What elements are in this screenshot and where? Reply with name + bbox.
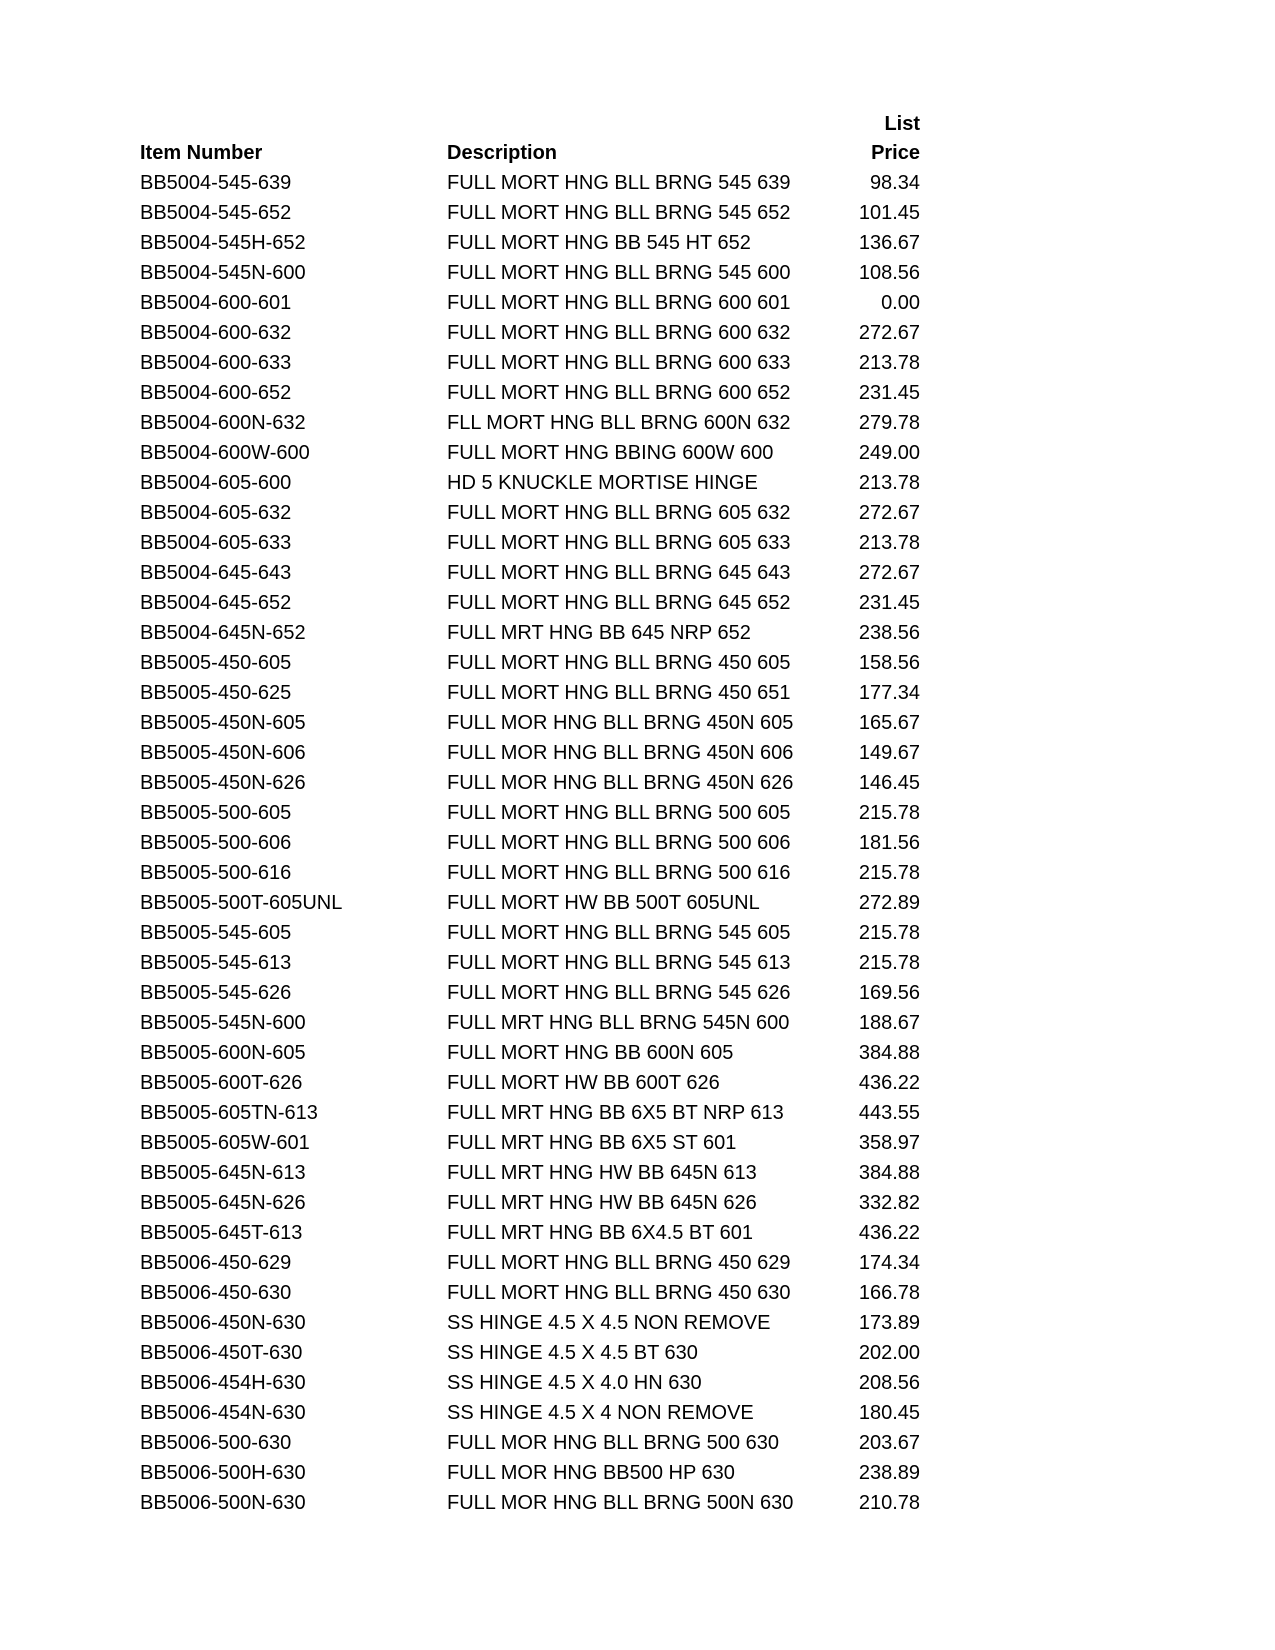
- item-number-cell: BB5005-500-606: [140, 832, 292, 854]
- description-cell: FULL MRT HNG BB 645 NRP 652: [447, 622, 751, 644]
- item-number-cell: BB5005-450N-606: [140, 742, 306, 764]
- list-price-cell: 181.56: [858, 832, 920, 854]
- table-row: [140, 558, 920, 588]
- list-price-cell: 166.78: [858, 1282, 920, 1304]
- item-number-cell: BB5004-645-643: [140, 562, 292, 584]
- description-cell: FULL MRT HNG HW BB 645N 613: [447, 1162, 757, 1184]
- item-number-cell: BB5005-645N-613: [140, 1162, 306, 1184]
- description-cell: FULL MOR HNG BLL BRNG 500 630: [447, 1432, 779, 1454]
- list-price-cell: 149.67: [858, 742, 920, 764]
- list-price-cell: 202.00: [858, 1342, 920, 1364]
- description-cell: FULL MORT HNG BLL BRNG 500 606: [447, 832, 791, 854]
- item-number-cell: BB5004-605-633: [140, 532, 292, 554]
- table-row: [140, 798, 920, 828]
- item-number-cell: BB5005-500-605: [140, 802, 292, 824]
- item-number-cell: BB5004-605-632: [140, 502, 292, 524]
- table-row: [140, 228, 920, 258]
- description-cell: FULL MORT HNG BLL BRNG 450 605: [447, 652, 791, 674]
- table-row: [140, 618, 920, 648]
- description-cell: FULL MORT HNG BLL BRNG 605 632: [447, 502, 791, 524]
- item-number-cell: BB5006-454N-630: [140, 1402, 306, 1424]
- table-row: [140, 528, 920, 558]
- description-cell: SS HINGE 4.5 X 4.0 HN 630: [447, 1372, 702, 1394]
- table-row: [140, 1428, 920, 1458]
- list-price-cell: 213.78: [858, 472, 920, 494]
- list-price-cell: 180.45: [858, 1402, 920, 1424]
- description-cell: FULL MOR HNG BLL BRNG 450N 605: [447, 712, 794, 734]
- list-price-cell: 203.67: [858, 1432, 920, 1454]
- item-number-cell: BB5005-600T-626: [140, 1072, 303, 1094]
- table-row: [140, 408, 920, 438]
- description-cell: FULL MRT HNG BB 6X4.5 BT 601: [447, 1222, 754, 1244]
- description-cell: FULL MORT HNG BLL BRNG 600 632: [447, 322, 791, 344]
- list-price-cell: 231.45: [858, 382, 920, 404]
- item-number-cell: BB5004-545N-600: [140, 262, 306, 284]
- item-number-cell: BB5004-645-652: [140, 592, 292, 614]
- list-price-header-line1: List: [884, 113, 920, 135]
- description-cell: HD 5 KNUCKLE MORTISE HINGE: [447, 472, 758, 494]
- list-price-cell: 272.67: [858, 562, 920, 584]
- list-price-cell: 238.56: [858, 622, 920, 644]
- item-number-cell: BB5004-605-600: [140, 472, 292, 494]
- description-cell: FULL MORT HNG BBING 600W 600: [447, 442, 774, 464]
- item-number-cell: BB5005-500-616: [140, 862, 292, 884]
- item-number-cell: BB5006-454H-630: [140, 1372, 306, 1394]
- description-cell: FULL MORT HNG BLL BRNG 545 605: [447, 922, 791, 944]
- item-number-cell: BB5005-545-626: [140, 982, 292, 1004]
- item-number-cell: BB5005-450N-626: [140, 772, 306, 794]
- table-row: [140, 948, 920, 978]
- list-price-cell: 272.89: [858, 892, 920, 914]
- description-cell: FULL MRT HNG BB 6X5 ST 601: [447, 1132, 737, 1154]
- table-row: [140, 1458, 920, 1488]
- item-number-cell: BB5005-600N-605: [140, 1042, 306, 1064]
- table-row: [140, 678, 920, 708]
- description-cell: FULL MORT HNG BB 545 HT 652: [447, 232, 751, 254]
- item-number-cell: BB5006-450T-630: [140, 1342, 303, 1364]
- description-cell: FULL MORT HW BB 500T 605UNL: [447, 892, 760, 914]
- description-cell: FULL MORT HNG BLL BRNG 545 600: [447, 262, 791, 284]
- table-row: [140, 768, 920, 798]
- list-price-cell: 384.88: [858, 1162, 920, 1184]
- list-price-cell: 249.00: [858, 442, 920, 464]
- list-price-cell: 279.78: [858, 412, 920, 434]
- item-number-cell: BB5006-450N-630: [140, 1312, 306, 1334]
- item-number-cell: BB5004-645N-652: [140, 622, 306, 644]
- description-cell: FULL MOR HNG BLL BRNG 500N 630: [447, 1492, 794, 1514]
- description-cell: SS HINGE 4.5 X 4 NON REMOVE: [447, 1402, 754, 1424]
- list-price-cell: 101.45: [858, 202, 920, 224]
- list-price-cell: 436.22: [858, 1072, 920, 1094]
- table-row: [140, 708, 920, 738]
- description-cell: FULL MORT HNG BLL BRNG 500 605: [447, 802, 791, 824]
- description-cell: FULL MOR HNG BB500 HP 630: [447, 1462, 735, 1484]
- table-row: [140, 1338, 920, 1368]
- item-number-cell: BB5005-450N-605: [140, 712, 306, 734]
- table-row: [140, 1488, 920, 1518]
- item-number-cell: BB5004-600-632: [140, 322, 292, 344]
- item-number-cell: BB5005-645T-613: [140, 1222, 303, 1244]
- item-number-cell: BB5004-600-633: [140, 352, 292, 374]
- list-price-cell: 215.78: [858, 922, 920, 944]
- item-number-cell: BB5006-500H-630: [140, 1462, 306, 1484]
- list-price-cell: 208.56: [858, 1372, 920, 1394]
- table-row: [140, 168, 920, 198]
- description-cell: FULL MOR HNG BLL BRNG 450N 626: [447, 772, 794, 794]
- list-price-cell: 177.34: [858, 682, 920, 704]
- list-price-cell: 384.88: [858, 1042, 920, 1064]
- list-price-cell: 169.56: [858, 982, 920, 1004]
- description-cell: FULL MORT HNG BLL BRNG 450 629: [447, 1252, 791, 1274]
- table-row: [140, 288, 920, 318]
- description-cell: FULL MORT HW BB 600T 626: [447, 1072, 720, 1094]
- item-number-cell: BB5005-545-613: [140, 952, 292, 974]
- table-row: [140, 1128, 920, 1158]
- table-row: [140, 1368, 920, 1398]
- item-number-cell: BB5004-545-652: [140, 202, 292, 224]
- list-price-cell: 436.22: [858, 1222, 920, 1244]
- table-row: [140, 588, 920, 618]
- table-row: [140, 828, 920, 858]
- list-price-cell: 0.00: [881, 292, 920, 314]
- description-cell: FULL MORT HNG BLL BRNG 600 601: [447, 292, 791, 314]
- description-cell: FULL MORT HNG BLL BRNG 645 643: [447, 562, 791, 584]
- item-number-cell: BB5005-645N-626: [140, 1192, 306, 1214]
- description-cell: SS HINGE 4.5 X 4.5 NON REMOVE: [447, 1312, 771, 1334]
- list-price-cell: 332.82: [858, 1192, 920, 1214]
- item-number-header: Item Number: [140, 142, 263, 164]
- table-row: [140, 1038, 920, 1068]
- item-number-cell: BB5006-450-630: [140, 1282, 292, 1304]
- table-row: [140, 858, 920, 888]
- table-row: [140, 1398, 920, 1428]
- list-price-header-line2: Price: [871, 142, 920, 164]
- table-row: [140, 198, 920, 228]
- list-price-cell: 173.89: [858, 1312, 920, 1334]
- item-number-cell: BB5005-605TN-613: [140, 1102, 318, 1124]
- description-cell: FULL MORT HNG BLL BRNG 600 633: [447, 352, 791, 374]
- list-price-cell: 108.56: [858, 262, 920, 284]
- item-number-cell: BB5004-545-639: [140, 172, 292, 194]
- item-number-cell: BB5005-545-605: [140, 922, 292, 944]
- table-row: [140, 918, 920, 948]
- description-cell: FULL MOR HNG BLL BRNG 450N 606: [447, 742, 794, 764]
- table-row: [140, 648, 920, 678]
- description-cell: FULL MORT HNG BLL BRNG 645 652: [447, 592, 791, 614]
- table-row: [140, 1188, 920, 1218]
- item-number-cell: BB5004-600-601: [140, 292, 292, 314]
- list-price-cell: 238.89: [858, 1462, 920, 1484]
- list-price-cell: 98.34: [869, 172, 920, 194]
- table-row: [140, 1008, 920, 1038]
- description-cell: FULL MRT HNG BLL BRNG 545N 600: [447, 1012, 790, 1034]
- list-price-cell: 136.67: [858, 232, 920, 254]
- table-row: [140, 498, 920, 528]
- list-price-header: [820, 110, 920, 168]
- description-cell: FULL MORT HNG BLL BRNG 545 626: [447, 982, 791, 1004]
- item-number-cell: BB5004-600N-632: [140, 412, 306, 434]
- description-cell: FULL MORT HNG BLL BRNG 450 630: [447, 1282, 791, 1304]
- description-cell: FULL MORT HNG BLL BRNG 600 652: [447, 382, 791, 404]
- description-cell: FULL MORT HNG BB 600N 605: [447, 1042, 734, 1064]
- list-price-cell: 210.78: [858, 1492, 920, 1514]
- item-number-cell: BB5004-600-652: [140, 382, 292, 404]
- table-row: [140, 468, 920, 498]
- description-cell: FULL MRT HNG BB 6X5 BT NRP 613: [447, 1102, 784, 1124]
- list-price-cell: 158.56: [858, 652, 920, 674]
- list-price-cell: 215.78: [858, 952, 920, 974]
- description-cell: FULL MRT HNG HW BB 645N 626: [447, 1192, 757, 1214]
- price-list-table: [140, 110, 920, 1518]
- description-cell: FULL MORT HNG BLL BRNG 545 639: [447, 172, 791, 194]
- item-number-cell: BB5005-450-625: [140, 682, 292, 704]
- item-number-cell: BB5004-545H-652: [140, 232, 306, 254]
- item-number-cell: BB5005-450-605: [140, 652, 292, 674]
- table-row: [140, 1278, 920, 1308]
- table-row: [140, 888, 920, 918]
- description-cell: FULL MORT HNG BLL BRNG 545 613: [447, 952, 791, 974]
- table-row: [140, 1218, 920, 1248]
- item-number-cell: BB5004-600W-600: [140, 442, 310, 464]
- list-price-cell: 443.55: [858, 1102, 920, 1124]
- table-body: [140, 168, 920, 1518]
- list-price-cell: 146.45: [858, 772, 920, 794]
- table-row: [140, 348, 920, 378]
- description-cell: FLL MORT HNG BLL BRNG 600N 632: [447, 412, 791, 434]
- list-price-cell: 215.78: [858, 802, 920, 824]
- description-cell: FULL MORT HNG BLL BRNG 500 616: [447, 862, 791, 884]
- table-row: [140, 1248, 920, 1278]
- description-cell: FULL MORT HNG BLL BRNG 605 633: [447, 532, 791, 554]
- list-price-cell: 213.78: [858, 352, 920, 374]
- item-number-cell: BB5005-500T-605UNL: [140, 892, 343, 914]
- table-row: [140, 378, 920, 408]
- table-row: [140, 318, 920, 348]
- description-cell: FULL MORT HNG BLL BRNG 545 652: [447, 202, 791, 224]
- list-price-cell: 272.67: [858, 502, 920, 524]
- item-number-cell: BB5006-500-630: [140, 1432, 292, 1454]
- table-row: [140, 258, 920, 288]
- table-row: [140, 1158, 920, 1188]
- description-header: Description: [447, 142, 558, 164]
- list-price-cell: 231.45: [858, 592, 920, 614]
- list-price-cell: 188.67: [858, 1012, 920, 1034]
- table-row: [140, 1068, 920, 1098]
- list-price-cell: 215.78: [858, 862, 920, 884]
- list-price-cell: 165.67: [858, 712, 920, 734]
- table-row: [140, 1308, 920, 1338]
- list-price-cell: 213.78: [858, 532, 920, 554]
- table-header: [140, 110, 920, 168]
- item-number-cell: BB5006-450-629: [140, 1252, 292, 1274]
- table-row: [140, 438, 920, 468]
- table-row: [140, 1098, 920, 1128]
- item-number-cell: BB5005-605W-601: [140, 1132, 310, 1154]
- list-price-cell: 358.97: [858, 1132, 920, 1154]
- item-number-cell: BB5005-545N-600: [140, 1012, 306, 1034]
- list-price-cell: 174.34: [858, 1252, 920, 1274]
- list-price-cell: 272.67: [858, 322, 920, 344]
- description-cell: SS HINGE 4.5 X 4.5 BT 630: [447, 1342, 698, 1364]
- item-number-cell: BB5006-500N-630: [140, 1492, 306, 1514]
- table-row: [140, 978, 920, 1008]
- table-row: [140, 738, 920, 768]
- description-cell: FULL MORT HNG BLL BRNG 450 651: [447, 682, 791, 704]
